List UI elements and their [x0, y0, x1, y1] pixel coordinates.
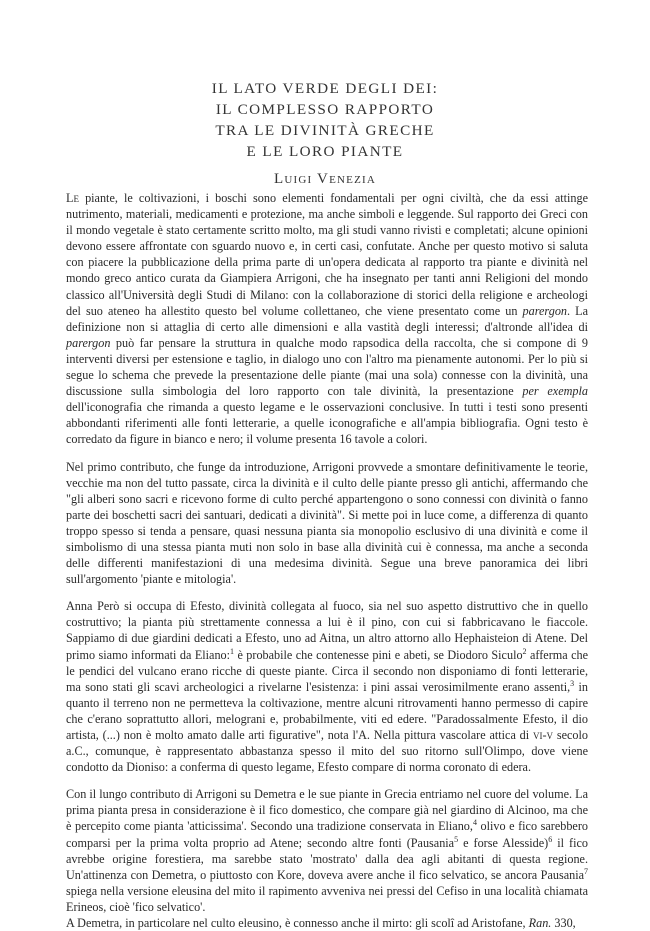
- paragraph-4-text-e: spiega nella versione eleusina del mito il rapimento avveniva nei pressi del Cefiso in una località chiamata Erineos, cioè 'fico selvatico'.: [66, 883, 588, 914]
- italic-citation-ran: Ran.: [528, 916, 552, 931]
- paragraph-5: [66, 915, 588, 931]
- footnote-ref-2[interactable]: 2: [522, 646, 527, 656]
- paragraph-1-text-c: può far pensare la struttura in qualche modo rapsodica della raccolta, che si compone di 9 interventi diversi per estensione e taglio, in dialogo uno con l'altro ma pienamente autonomi. Per lo più si segue lo schema che prevede la presentazione delle piante (mai una sola) connesse con la divinità, una discussione sulla simbologia del loro rapporto con tale divinità, la presentazione: [66, 335, 588, 399]
- author-name: Luigi Venezia: [274, 171, 376, 187]
- article-title-line-3: TRA LE DIVINITÀ GRECHE: [215, 122, 435, 139]
- italic-term-parergon-1: parergon: [522, 303, 568, 318]
- paragraph-5-text-b: 330,: [551, 916, 576, 931]
- article-title-line-4: E LE LORO PIANTE: [246, 143, 404, 160]
- paragraph-3-text-c: afferma che le pendici del vulcano erano ricche di queste piante. Circa il secondo non disponiamo di fonti letterarie, ma sono stati gli scavi archeologici a rivelarne l'esistenza: i pini assai verosimilmente erano assenti,: [66, 647, 588, 694]
- footnote-ref-1[interactable]: 1: [230, 646, 235, 656]
- article-title-line-1: IL LATO VERDE DEGLI DEI:: [211, 80, 439, 97]
- paragraph-4-text-b: olivo e fico sarebbero comparsi per la prima volta proprio ad Atene; secondo altre fonti (Pausania: [66, 819, 588, 850]
- lead-in-smallcaps: Le: [66, 191, 79, 205]
- paragraph-4-text-d: il fico avrebbe origine forestiera, ma sarebbe stato 'mostrato' dalla dea agli abitanti di questa regione. Un'attinenza con Demetra, o piuttosto con Kore, doveva avere anche il fico selvatico, se ancora Pausania: [66, 835, 588, 882]
- footnote-ref-6[interactable]: 6: [548, 834, 553, 844]
- paragraph-1-text-a: piante, le coltivazioni, i boschi sono elementi fondamentali per ogni civiltà, che da essi attinge nutrimento, materiali, medicamenti e protezione, ma anche simboli e leggende. Sul rapporto dei Greci con il mondo vegetale è stato certamente scritto molto, ma gli studi vanno rivisti e completati; alcune opinioni devono essere affrontate con sguardo nuovo e, in certi casi, confutate. Anche per questo motivo si saluta con piacere la pubblicazione della prima parte di un'opera dedicata al rapporto tra piante e divinità nel mondo greco antico curata da Giampiera Arrigoni, che ha insegnato per tanti anni Religioni del mondo classico all'Università degli Studi di Milano: con la collaborazione di storici della religione e archeologi del suo ateneo ha allestito questo bel volume collettaneo, che viene presentato come un: [66, 191, 588, 318]
- paragraph-3-text-e: secolo a.C., comunque, è rappresentato abbastanza spesso il mito del suo ritorno sull'Olimpo, dove viene condotto da Dioniso: a conferma di questo legame, Efesto compare di norma coronato di edera.: [66, 728, 589, 775]
- article-body: [66, 190, 588, 931]
- paragraph-1-text-d: dell'iconografia che rimanda a questo legame e le osservazioni conclusive. In tutti i testi sono presenti abbondanti riferimenti alle fonti letterarie, a quelle iconografiche e all'ampia bibliografia. Ogni testo è corredato da figure in bianco e nero; il volume presenta 16 tavole a colori.: [66, 400, 588, 447]
- paragraph-1-text-b: . La definizione non si attaglia di certo alle dimensioni e alla vastità degli interessi; d'altronde all'idea di: [66, 303, 588, 334]
- footnote-ref-5[interactable]: 5: [454, 834, 459, 844]
- paragraph-5-text-a: A Demetra, in particolare nel culto eleusino, è connesso anche il mirto: gli scolî ad Aristofane,: [66, 916, 529, 931]
- paragraph-4-text-c: e forse Alesside): [458, 835, 549, 850]
- paragraph-1: [66, 190, 588, 448]
- italic-term-per-exempla: per exempla: [522, 384, 588, 399]
- paragraph-3-text-b: è probabile che contenesse pini e abeti, se Diodoro Siculo: [234, 647, 523, 662]
- paragraph-3-text-d: in quanto il terreno non ne permetteva la coltivazione, mentre alcuni ritrovamenti hanno permesso di capire che c'erano soprattutto allori, melograni e, probabilmente, viti ed edere. "Paradossalmente Efesto, il dio artista, (...) non è molto amato dalle arti figurative", nota l'A. Nella pittura vascolare attica di: [66, 679, 588, 742]
- article-header: [0, 78, 650, 188]
- footnote-ref-3[interactable]: 3: [570, 678, 575, 688]
- article-title-line-2: IL COMPLESSO RAPPORTO: [215, 101, 435, 118]
- italic-term-parergon-2: parergon: [66, 335, 111, 350]
- paragraph-4-text-a: Con il lungo contributo di Arrigoni su Demetra e le sue piante in Grecia entriamo nel cuore del volume. La prima pianta presa in considerazione è il fico domestico, che compare già nel giardino di Alcinoo, ma che è percepito come pianta 'atticissima'. Secondo una tradizione conservata in Eliano,: [66, 787, 588, 834]
- paragraph-3-text-a: Anna Però si occupa di Efesto, divinità collegata al fuoco, sia nel suo aspetto distruttivo che in quello costruttivo; la pianta più strettamente connessa a lui è il pino, con cui si fabbricavano le fiaccole. Sappiamo di due giardini dedicati a Efesto, uno ad Aitna, un altro attorno allo Hephaisteion di Atene. Del primo siamo informati da Eliano:: [66, 599, 588, 662]
- footnote-ref-7[interactable]: 7: [584, 866, 588, 876]
- paragraph-2: Nel primo contributo, che funge da introduzione, Arrigoni provvede a smontare definitivamente le teorie, vecchie ma non del tutto passate, circa la divinità e il culto delle piante presso gli antichi, affermando che "gli alberi sono sacri e ricevono forme di culto perché appartengono o sono connessi con divinità o fanno parte dei boschetti sacri dei santuari, dedicati a divinità". Si mette poi in luce come, a differenza di quanto troppo spesso si tenda a pensare, quasi nessuna pianta sia monopolio esclusivo di una divinità e come il simbolismo di una stessa pianta muti non solo in base alla divinità cui è connessa, ma anche a seconda delle differenti manifestazioni di una medesima divinità. Segue una breve panoramica dei libri sull'argomento 'piante e mitologia'.: [66, 459, 588, 587]
- footnote-ref-4[interactable]: 4: [472, 818, 477, 828]
- paragraph-4: [66, 786, 588, 915]
- paragraph-3: [66, 598, 588, 775]
- century-smallcaps: vi-v: [532, 728, 554, 742]
